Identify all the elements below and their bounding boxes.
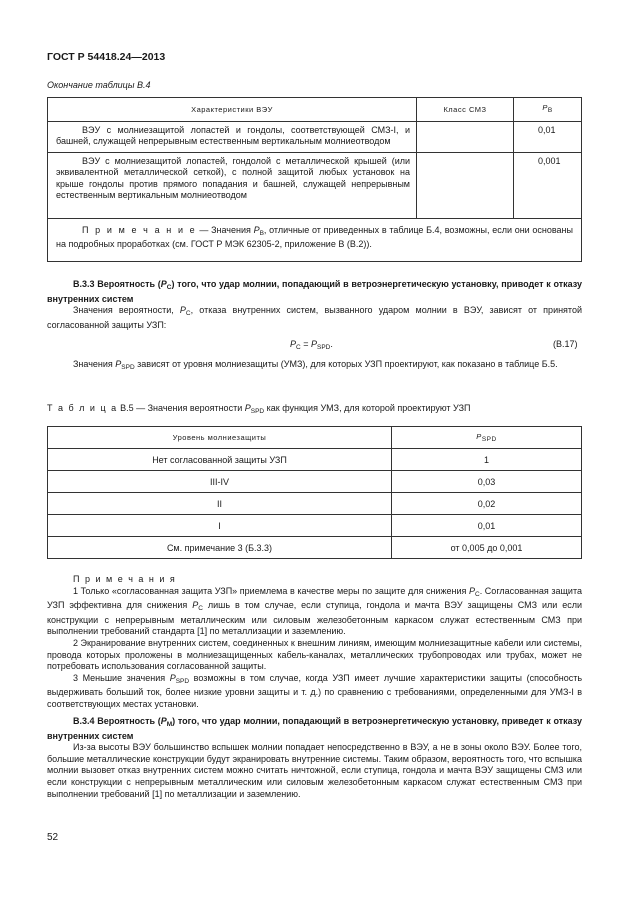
row-class — [417, 122, 514, 153]
table-row — [48, 537, 582, 559]
table-b5-caption: Т а б л и ц а В.5 — Значения вероятности $P_{SPD}$ как функция УМЗ, для которой проектируют УЗП — [47, 403, 471, 415]
row-level: Нет согласованной защиты УЗП — [48, 449, 392, 471]
section-b33-paragraph-2: Значения $P_{SPD}$ зависят от уровня молниезащиты (УМЗ), для которых УЗП проектируют, как показано в таблице Б.5. — [73, 359, 558, 371]
notes-title: П р и м е ч а н и я — [73, 574, 177, 584]
row-value: 0,03 — [392, 471, 582, 493]
row-level: См. примечание 3 (Б.3.3) — [48, 537, 392, 559]
note-3: 3 Меньшие значения $P_{SPD}$ возможны в том случае, когда УЗП имеет лучшие характеристики защиты (способность выдерживать больший ток, более низкие уровни защиты и т. д.) по сравнению с требованиями, определенными для УМЗ-I в соответствующих местах установки. — [47, 672, 583, 709]
row-level: III-IV — [48, 471, 392, 493]
note-1: 1 Только «согласованная защита УЗП» приемлема в качестве меры по защите для снижения $P_C$. Согласованная защита УЗП эффективна для снижения $P_C$ лишь в том случае, если ступица, гондола и мачта ВЭУ защищены СМЗ или если конструкции с непрерывным металлическим или силовым железобетонным каркасом служат естественным СМЗ при выполнении требований стандарта [1] по металлизации и заземлению. — [47, 585, 582, 637]
row-value: 1 — [392, 449, 582, 471]
row-value: 0,01 — [392, 515, 582, 537]
formula-b17: $P_C = P_{SPD}$. — [290, 339, 333, 351]
row-level: II — [48, 493, 392, 515]
page-number: 52 — [47, 832, 59, 843]
table-b5 — [47, 426, 582, 559]
table-row — [48, 449, 582, 471]
section-b33-heading: В.3.3 Вероятность $(P_C)$ того, что удар молнии, попадающий в ветроэнергетическую установку, приводет к отказу внутренних систем — [47, 279, 582, 304]
section-b34 — [47, 716, 582, 800]
row-level: I — [48, 515, 392, 537]
row-class — [417, 152, 514, 218]
section-b33 — [47, 279, 582, 331]
notes-block — [47, 574, 582, 711]
table-b4 — [47, 97, 582, 262]
row-value: от 0,005 до 0,001 — [392, 537, 582, 559]
table-note-row — [48, 218, 582, 261]
table-row — [48, 493, 582, 515]
col-header-level: Уровень молниезащиты — [48, 427, 392, 449]
row-value: 0,01 — [514, 122, 582, 153]
row-text: ВЭУ с молниезащитой лопастей и гондолы, соответствующей СМЗ-I, и башней, служащей непрерывным естественным вертикальным молниеотводом — [48, 122, 417, 153]
table-b4-caption: Окончание таблицы В.4 — [47, 80, 151, 90]
col-header-class: Класс СМЗ — [417, 98, 514, 122]
col-header-pb: PB — [514, 98, 582, 122]
col-header-pspd: PSPD — [392, 427, 582, 449]
row-value: 0,02 — [392, 493, 582, 515]
table-note: П р и м е ч а н и е — Значения $P_B$, отличные от приведенных в таблице Б.4, возможны, если они основаны на подробных проработках (см. ГОСТ Р МЭК 62305-2, приложение В (В.2)). — [48, 218, 582, 261]
table-row — [48, 122, 582, 153]
note-2: 2 Экранирование внутренних систем, соединенных к внешним линиям, имеющим молниезащитные кабели или системы, провода которых проложены в молниезащищенных кабель-каналах, металлических трубопроводах или трубах, может не потребовать использования согласованной защиты. — [47, 637, 582, 672]
col-header-characteristics: Характеристики ВЭУ — [48, 98, 417, 122]
table-row — [48, 471, 582, 493]
document-header: ГОСТ Р 54418.24—2013 — [47, 51, 166, 63]
table-row — [48, 515, 582, 537]
row-value: 0,001 — [514, 152, 582, 218]
section-b34-paragraph: Из-за высоты ВЭУ большинство вспышек молнии попадает непосредственно в ВЭУ, а не в зоны около ВЭУ. Более того, большие металлические конструкции будут экранировать внутренние системы. Таким образом, вероятность того, что вспышка молнии вызовет отказ внутренних систем можно считать ничтожной, если ступица, гондола и мачта ВЭУ защищены СМЗ или если конструкции с непрерывным металлическим или силовым железобетонным каркасом служат естественным СМЗ при выполнении требований [1] по металлизации и заземлению. — [47, 742, 582, 799]
section-b33-paragraph: Значения вероятности, $P_C$, отказа внутренних систем, вызванного ударом молнии в ВЭУ, зависят от принятой согласованной защиты УЗП: — [47, 305, 582, 330]
row-text: ВЭУ с молниезащитой лопастей, гондолой с металлической крышей (или эквивалентной металлической сеткой), с полной защитой любых установок на крыше гондолы против прямого попадания и башней, служащей непрерывным естественным вертикальным молниеотводом — [48, 152, 417, 218]
formula-number: (В.17) — [553, 339, 578, 349]
section-b34-heading: В.3.4 Вероятность $(P_M)$ того, что удар молнии, попадающий в ветроэнергетическую установку, приведет к отказу внутренних систем — [47, 716, 583, 741]
table-row — [48, 152, 582, 218]
